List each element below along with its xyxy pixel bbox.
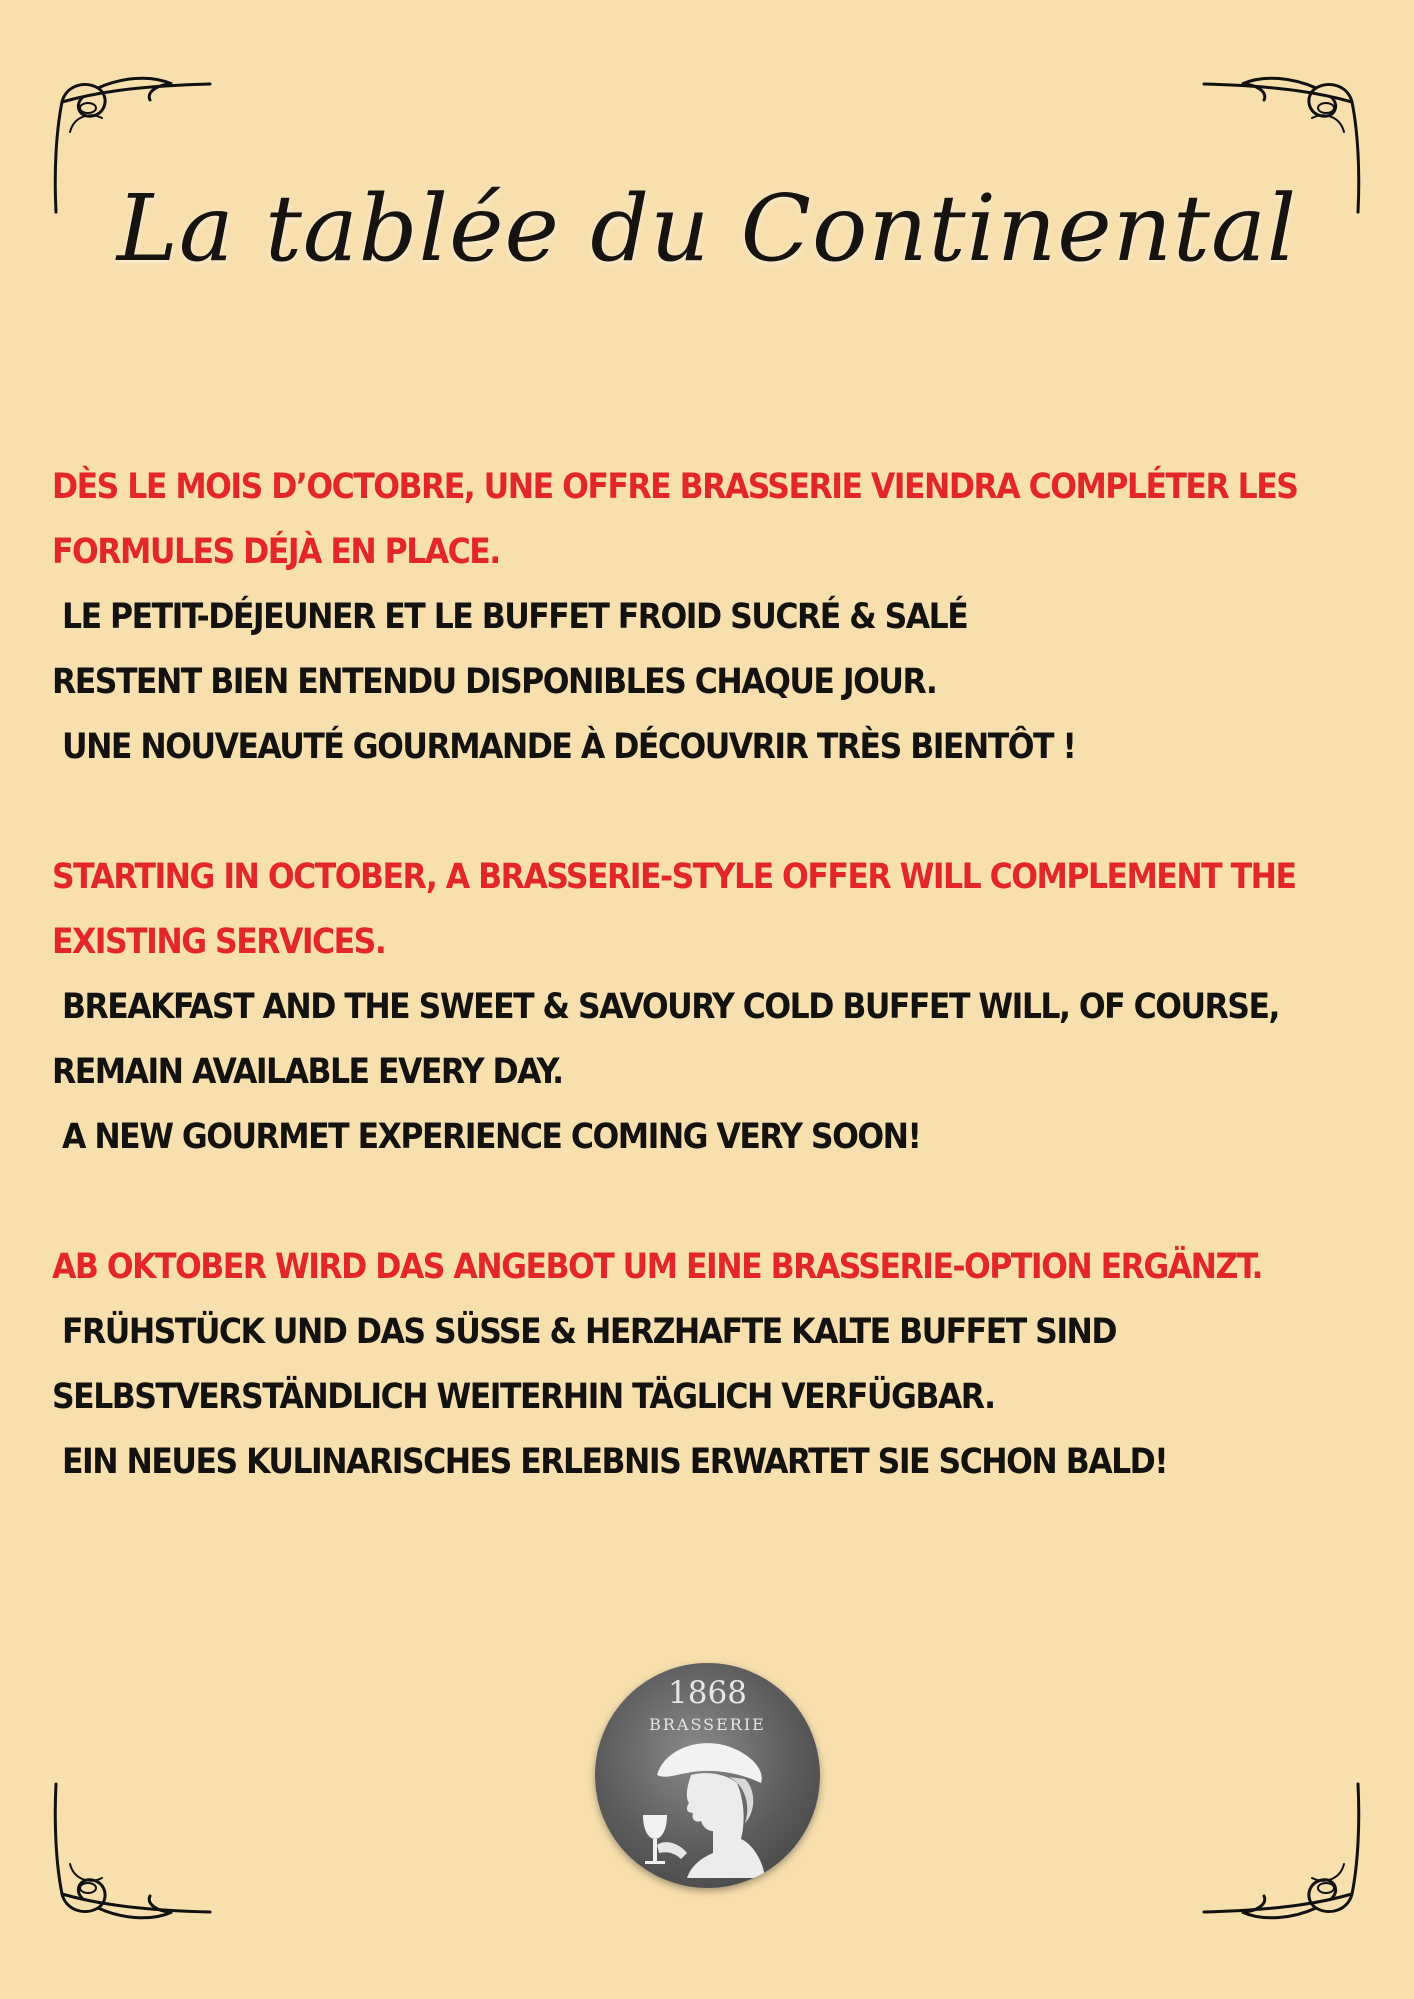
logo-name: BRASSERIE <box>649 1715 766 1734</box>
announcement-german <box>52 1235 1382 1495</box>
section-heading-line: EXISTING SERVICES. <box>52 922 386 962</box>
section-heading-line: AB OKTOBER WIRD DAS ANGEBOT UM EINE BRASSERIE-OPTION ERGÄNZT. <box>52 1247 1262 1287</box>
announcement-english <box>52 845 1382 1170</box>
section-heading-line: STARTING IN OCTOBER, A BRASSERIE-STYLE OFFER WILL COMPLEMENT THE <box>52 857 1296 897</box>
section-text-line: LE PETIT-DÉJEUNER ET LE BUFFET FROID SUCRÉ & SALÉ <box>62 597 968 637</box>
section-text-line: BREAKFAST AND THE SWEET & SAVOURY COLD BUFFET WILL, OF COURSE, <box>62 987 1279 1027</box>
announcement-french <box>52 455 1382 780</box>
ornament-corner-icon <box>50 1774 220 1924</box>
section-text-line: SELBSTVERSTÄNDLICH WEITERHIN TÄGLICH VERFÜGBAR. <box>52 1377 995 1417</box>
logo-year: 1868 <box>668 1675 747 1711</box>
section-text-line: EIN NEUES KULINARISCHES ERLEBNIS ERWARTET SIE SCHON BALD! <box>62 1442 1168 1482</box>
section-text-line: A NEW GOURMET EXPERIENCE COMING VERY SOON! <box>62 1117 921 1157</box>
announcement-body <box>52 455 1382 1560</box>
section-heading-line: FORMULES DÉJÀ EN PLACE. <box>52 532 500 572</box>
section-text-line: FRÜHSTÜCK UND DAS SÜSSE & HERZHAFTE KALTE BUFFET SIND <box>62 1312 1117 1352</box>
section-heading-line: DÈS LE MOIS D’OCTOBRE, UNE OFFRE BRASSERIE VIENDRA COMPLÉTER LES <box>52 467 1298 507</box>
section-text-line: REMAIN AVAILABLE EVERY DAY. <box>52 1052 563 1092</box>
brasserie-logo <box>595 1663 820 1888</box>
section-text-line: RESTENT BIEN ENTENDU DISPONIBLES CHAQUE JOUR. <box>52 662 937 702</box>
ornament-corner-icon <box>1194 1774 1364 1924</box>
page-title: La tablée du Continental <box>116 175 1298 282</box>
section-text-line: UNE NOUVEAUTÉ GOURMANDE À DÉCOUVRIR TRÈS BIENTÔT ! <box>62 727 1076 767</box>
